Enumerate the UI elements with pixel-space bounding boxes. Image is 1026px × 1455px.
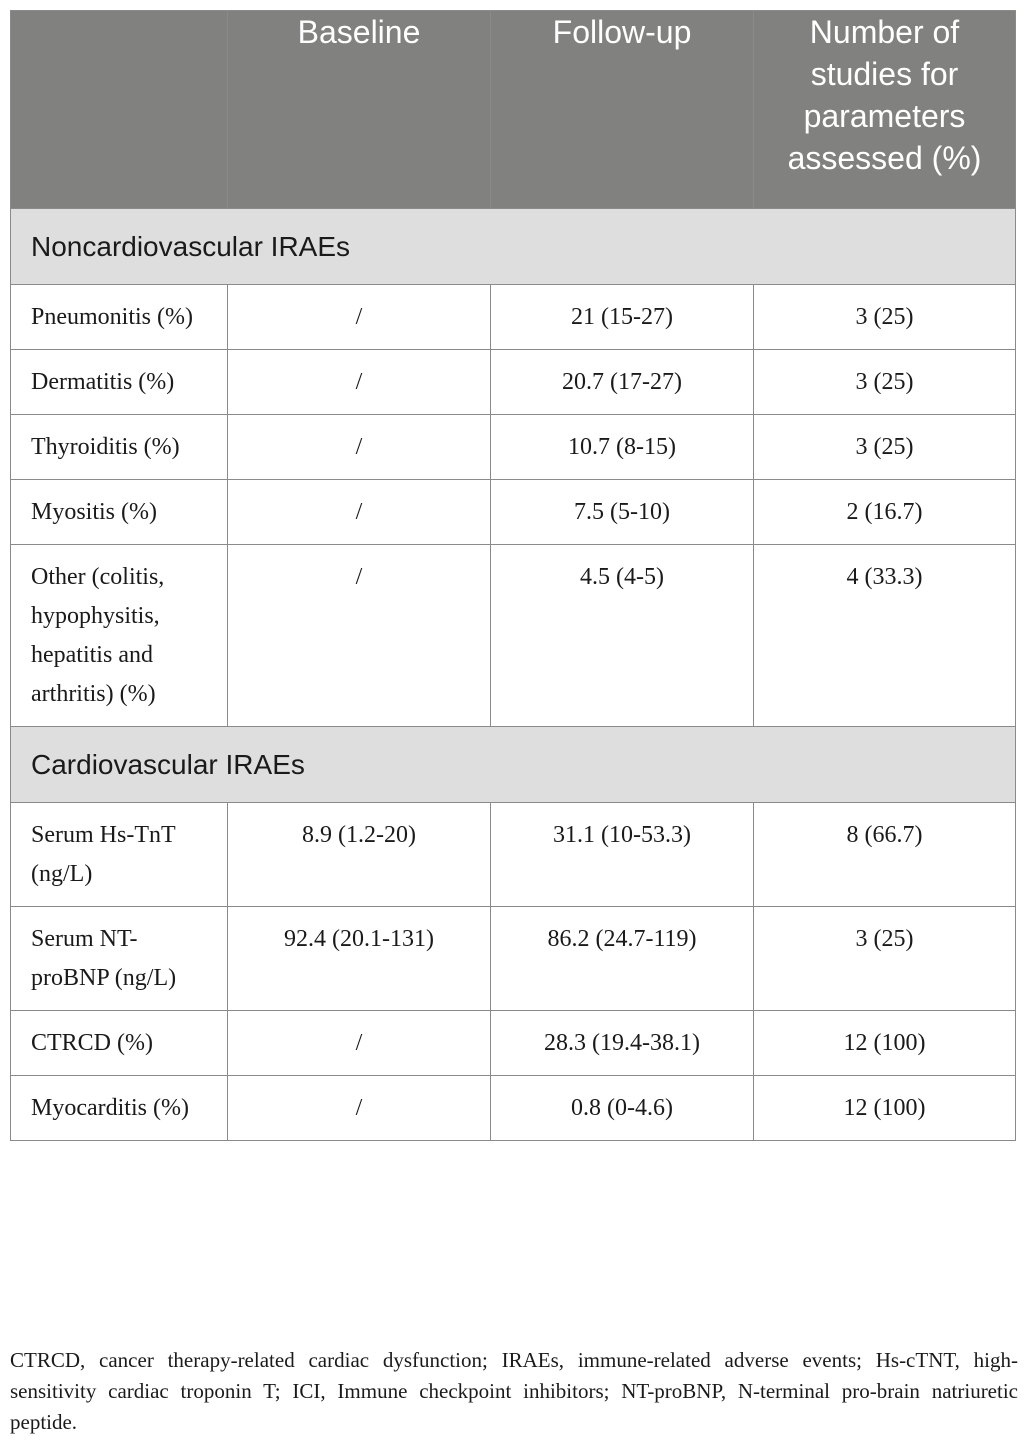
table-row <box>11 545 1016 727</box>
header-followup: Follow-up <box>491 11 754 209</box>
row-baseline: / <box>228 415 491 480</box>
row-followup: 0.8 (0-4.6) <box>491 1076 754 1141</box>
table-row <box>11 480 1016 545</box>
row-baseline: / <box>228 285 491 350</box>
section-title: Noncardiovascular IRAEs <box>11 209 1016 285</box>
row-baseline: / <box>228 545 491 727</box>
table-header <box>11 11 1016 209</box>
row-parameter: Serum NT-proBNP (ng/L) <box>11 907 228 1011</box>
row-baseline: 92.4 (20.1-131) <box>228 907 491 1011</box>
row-studies: 12 (100) <box>754 1076 1016 1141</box>
row-baseline: / <box>228 1076 491 1141</box>
results-table <box>10 10 1016 1141</box>
row-studies: 3 (25) <box>754 907 1016 1011</box>
row-studies: 3 (25) <box>754 350 1016 415</box>
row-parameter: Other (colitis, hypophysitis, hepatitis and arthritis) (%) <box>11 545 228 727</box>
row-followup: 10.7 (8-15) <box>491 415 754 480</box>
row-parameter: Myositis (%) <box>11 480 228 545</box>
header-baseline: Baseline <box>228 11 491 209</box>
table-row <box>11 350 1016 415</box>
table-body <box>11 209 1016 1141</box>
table-row <box>11 415 1016 480</box>
section-row-noncardiovascular <box>11 209 1016 285</box>
table-row <box>11 285 1016 350</box>
table-row <box>11 803 1016 907</box>
row-followup: 7.5 (5-10) <box>491 480 754 545</box>
header-studies: Number of studies for parameters assessed (%) <box>754 11 1016 209</box>
row-studies: 3 (25) <box>754 415 1016 480</box>
row-studies: 2 (16.7) <box>754 480 1016 545</box>
row-followup: 31.1 (10-53.3) <box>491 803 754 907</box>
row-followup: 4.5 (4-5) <box>491 545 754 727</box>
row-followup: 21 (15-27) <box>491 285 754 350</box>
row-parameter: CTRCD (%) <box>11 1011 228 1076</box>
section-row-cardiovascular <box>11 727 1016 803</box>
table-row <box>11 907 1016 1011</box>
row-parameter: Dermatitis (%) <box>11 350 228 415</box>
row-followup: 20.7 (17-27) <box>491 350 754 415</box>
row-studies: 12 (100) <box>754 1011 1016 1076</box>
row-followup: 28.3 (19.4-38.1) <box>491 1011 754 1076</box>
row-parameter: Pneumonitis (%) <box>11 285 228 350</box>
row-parameter: Thyroiditis (%) <box>11 415 228 480</box>
row-studies: 4 (33.3) <box>754 545 1016 727</box>
header-row <box>11 11 1016 209</box>
table-row <box>11 1076 1016 1141</box>
row-followup: 86.2 (24.7-119) <box>491 907 754 1011</box>
row-studies: 8 (66.7) <box>754 803 1016 907</box>
row-studies: 3 (25) <box>754 285 1016 350</box>
row-parameter: Serum Hs-TnT (ng/L) <box>11 803 228 907</box>
row-parameter: Myocarditis (%) <box>11 1076 228 1141</box>
row-baseline: / <box>228 480 491 545</box>
table-footnote: CTRCD, cancer therapy-related cardiac dysfunction; IRAEs, immune-related adverse events; Hs-cTNT, high-sensitivity cardiac troponin T; ICI, Immune checkpoint inhibitors; NT-proBNP, N-terminal pro-brain natriuretic peptide. <box>10 1348 1018 1434</box>
row-baseline: / <box>228 1011 491 1076</box>
row-baseline: 8.9 (1.2-20) <box>228 803 491 907</box>
row-baseline: / <box>228 350 491 415</box>
table-row <box>11 1011 1016 1076</box>
section-title: Cardiovascular IRAEs <box>11 727 1016 803</box>
header-parameter <box>11 11 228 209</box>
